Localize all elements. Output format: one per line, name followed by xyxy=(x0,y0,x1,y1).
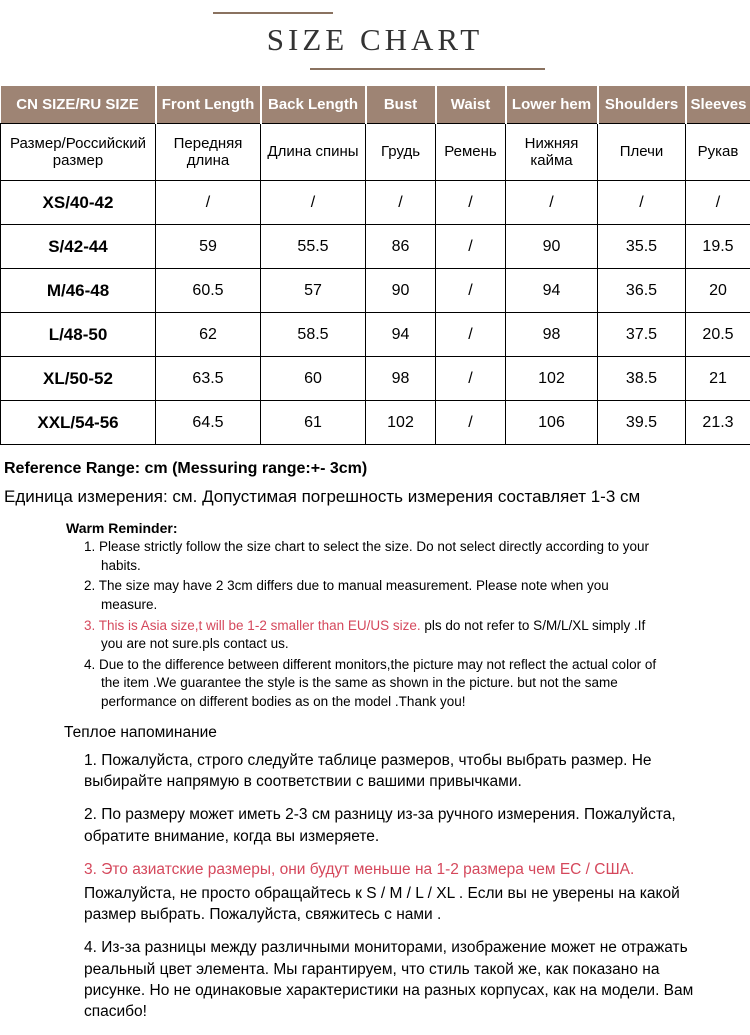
reminder-item-en xyxy=(84,538,664,575)
reminder-item-ru xyxy=(84,750,714,793)
header-cell-ru: Передняя длина xyxy=(156,124,261,181)
table-row xyxy=(1,269,750,313)
reminder-item-red-text: 3. Это азиатские размеры, они будут меньше на 1-2 размера чем ЕС / США. xyxy=(84,859,714,880)
size-chart-table xyxy=(0,86,750,445)
table-cell: 86 xyxy=(366,225,436,269)
ru-reminder-title: Теплое напоминание xyxy=(64,724,750,742)
table-cell: 58.5 xyxy=(261,313,366,357)
header-cell-ru: Плечи xyxy=(598,124,686,181)
table-row xyxy=(1,357,750,401)
reference-note-en: Reference Range: cm (Messuring range:+- 3cm) xyxy=(4,460,746,478)
header-cell-en: CN SIZE/RU SIZE xyxy=(1,86,156,124)
header-row-en xyxy=(1,86,750,124)
table-cell: 20 xyxy=(686,269,750,313)
table-cell: 94 xyxy=(366,313,436,357)
reminder-item-text: Пожалуйста, не просто обращайтесь к S / M / L / XL . Если вы не уверены на какой размер выбрать. Пожалуйста, свяжитесь с нами . xyxy=(84,885,680,923)
table-cell: 20.5 xyxy=(686,313,750,357)
table-cell: 38.5 xyxy=(598,357,686,401)
table-cell: / xyxy=(156,181,261,225)
table-cell: 60 xyxy=(261,357,366,401)
reminder-item-text: 4. Due to the difference between different monitors,the picture may not reflect the actual color of the item .We guarantee the style is the same as shown in the picture. but not the same performance on different bodies as on the model .Thank you! xyxy=(84,657,656,709)
table-cell: / xyxy=(436,225,506,269)
table-cell: 35.5 xyxy=(598,225,686,269)
table-cell: 21.3 xyxy=(686,401,750,445)
header-cell-ru: Размер/Российский размер xyxy=(1,124,156,181)
reminder-item-en xyxy=(84,656,664,712)
header-cell-ru: Грудь xyxy=(366,124,436,181)
reminder-item-text: 4. Из-за разницы между различными мониторами, изображение может не отражать реальный цвет элемента. Мы гарантируем, что стиль такой же, как показано на рисунке. Но не одинаковые характеристики на разных корпусах, как на модели. Вам спасибо! xyxy=(84,939,693,1020)
table-row xyxy=(1,225,750,269)
header-cell-en: Bust xyxy=(366,86,436,124)
table-cell: 98 xyxy=(366,357,436,401)
header-cell-en: Lower hem xyxy=(506,86,598,124)
table-cell: / xyxy=(261,181,366,225)
reminder-item-ru xyxy=(84,804,714,847)
table-cell: / xyxy=(436,181,506,225)
table-cell: / xyxy=(436,313,506,357)
warm-reminder-title: Warm Reminder: xyxy=(66,520,750,536)
table-cell: / xyxy=(436,357,506,401)
size-label: XXL/54-56 xyxy=(1,401,156,445)
reminder-item-text: 1. Please strictly follow the size chart to select the size. Do not select directly according to your habits. xyxy=(84,539,649,573)
size-label: M/46-48 xyxy=(1,269,156,313)
table-cell: 37.5 xyxy=(598,313,686,357)
header-cell-ru: Ремень xyxy=(436,124,506,181)
table-cell: 102 xyxy=(506,357,598,401)
table-cell: 36.5 xyxy=(598,269,686,313)
reminder-item-text: 2. The size may have 2 3cm differs due to manual measurement. Please note when you measure. xyxy=(84,578,609,612)
table-cell: 64.5 xyxy=(156,401,261,445)
header-cell-en: Waist xyxy=(436,86,506,124)
table-cell: / xyxy=(686,181,750,225)
title-block xyxy=(225,12,525,70)
table-cell: 39.5 xyxy=(598,401,686,445)
warm-reminder-list xyxy=(84,538,664,712)
table-row xyxy=(1,401,750,445)
table-cell: 98 xyxy=(506,313,598,357)
table-cell: 62 xyxy=(156,313,261,357)
table-cell: 90 xyxy=(506,225,598,269)
table-cell: / xyxy=(436,401,506,445)
size-label: XL/50-52 xyxy=(1,357,156,401)
table-cell: 55.5 xyxy=(261,225,366,269)
table-cell: 21 xyxy=(686,357,750,401)
header-cell-en: Sleeves xyxy=(686,86,750,124)
reference-note-ru: Единица измерения: см. Допустимая погрешность измерения составляет 1-3 см xyxy=(4,487,746,507)
reminder-item-en xyxy=(84,577,664,614)
table-row xyxy=(1,181,750,225)
header-cell-en: Back Length xyxy=(261,86,366,124)
table-cell: 90 xyxy=(366,269,436,313)
table-cell: 63.5 xyxy=(156,357,261,401)
size-label: L/48-50 xyxy=(1,313,156,357)
header-cell-en: Shoulders xyxy=(598,86,686,124)
reminder-item-ru xyxy=(84,859,714,925)
header-cell-en: Front Length xyxy=(156,86,261,124)
table-cell: 102 xyxy=(366,401,436,445)
reminder-item-ru xyxy=(84,937,714,1023)
table-cell: / xyxy=(598,181,686,225)
reminder-item-en xyxy=(84,617,664,654)
table-cell: / xyxy=(436,269,506,313)
reminder-item-red-text: 3. This is Asia size,t will be 1-2 smaller than EU/US size. xyxy=(84,618,421,633)
header-cell-ru: Нижняя кайма xyxy=(506,124,598,181)
header-cell-ru: Длина спины xyxy=(261,124,366,181)
size-label: XS/40-42 xyxy=(1,181,156,225)
table-cell: 57 xyxy=(261,269,366,313)
table-row xyxy=(1,313,750,357)
reminder-item-text: 1. Пожалуйста, строго следуйте таблице размеров, чтобы выбрать размер. Не выбирайте напрямую в соответствии с вашими привычками. xyxy=(84,752,652,790)
reminder-item-text: 2. По размеру может иметь 2-3 см разницу из-за ручного измерения. Пожалуйста, обратите внимание, когда вы измеряете. xyxy=(84,806,676,844)
title-decoration-line-left xyxy=(213,12,333,14)
size-label: S/42-44 xyxy=(1,225,156,269)
header-cell-ru: Рукав xyxy=(686,124,750,181)
title-decoration-line-right xyxy=(310,68,545,70)
table-cell: 59 xyxy=(156,225,261,269)
reminder-item-text: pls do not refer to S/M/L/XL simply .If you are not sure.pls contact us. xyxy=(101,618,645,652)
ru-reminder-list xyxy=(84,750,714,1023)
table-cell: / xyxy=(506,181,598,225)
table-cell: 19.5 xyxy=(686,225,750,269)
table-cell: 94 xyxy=(506,269,598,313)
page-title: SIZE CHART xyxy=(225,22,525,58)
table-cell: / xyxy=(366,181,436,225)
table-cell: 106 xyxy=(506,401,598,445)
table-cell: 60.5 xyxy=(156,269,261,313)
header-row-ru xyxy=(1,124,750,181)
table-cell: 61 xyxy=(261,401,366,445)
